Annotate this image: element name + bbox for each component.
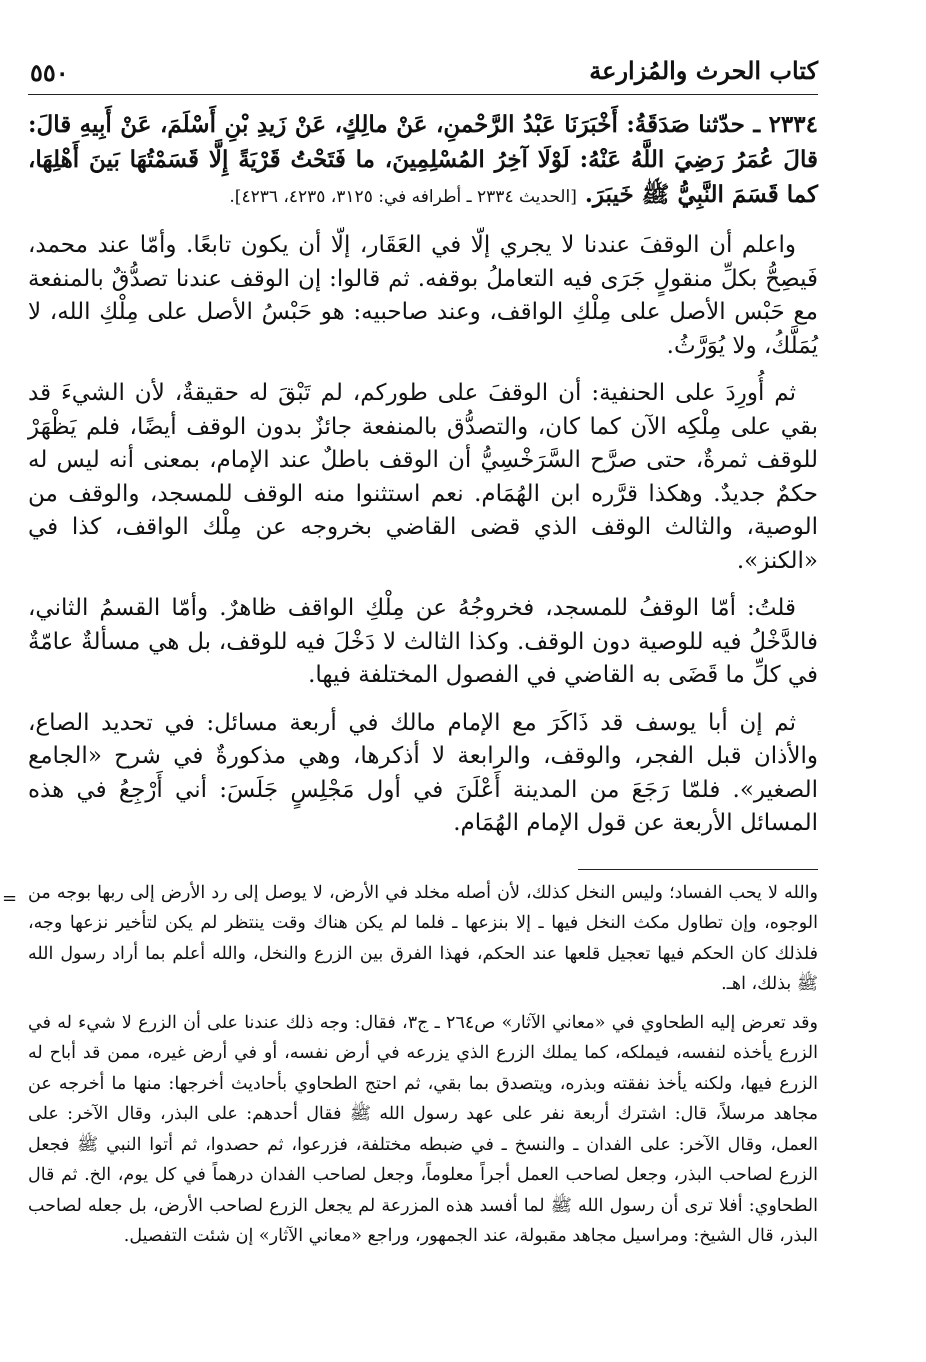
footnote-divider — [578, 869, 818, 870]
running-title: كتاب الحرث والمُزارعة — [589, 56, 818, 85]
commentary-paragraph: ثم إن أبا يوسف قد ذَاكَرَ مع الإمام مالك في أربعة مسائل: في تحديد الصاع، والأذان قبل الفجر، والوقف، والرابعة لا أذكرها، وهي مذكورةٌ في شرح «الجامع الصغير». فلمّا رَجَعَ من المدينة أَعْلَنَ في أول مَجْلِسٍ جَلَسَ: أني أَرْجِعُ في هذه المسائل الأربعة عن قول الإمام الهُمَام. — [28, 709, 818, 836]
commentary-paragraph: واعلم أن الوقفَ عندنا لا يجري إلّا في العَقَار، إلّا أن يكون تابعًا. وأمّا عند محمد، فَيصِحُّ بكلِّ منقولٍ جَرَى فيه التعاملُ بوقفه. ثم قالوا: إن الوقف عندنا تصدُّقٌ بالمنفعة مع حَبْس الأصل على مِلْكِ الواقف، وعند صاحبيه: هو حَبْسُ الأصل على مِلْكِ الله، لا يُمَلَّكُ، ولا يُوَرَّثُ. — [28, 232, 818, 359]
footnotes — [2, 878, 818, 1252]
page-number: ٥٥٠ — [30, 58, 69, 87]
footnote-continuation-mark: = — [2, 887, 18, 909]
hadith-paragraph — [28, 107, 818, 215]
hadith-text: ٢٣٣٤ ـ حدّثنا صَدَقَةُ: أَخْبَرَنَا عَبْدُ الرَّحْمنِ، عَنْ مالِكٍ، عَنْ زَيدِ بْنِ أَسْلَمَ، عَنْ أَبِيهِ قالَ: قالَ عُمَرُ رَضِيَ اللَّهُ عَنْهُ: لَوْلَا آخِرُ المُسْلِمِينَ، ما فَتَحْتُ قَرْيَةً إِلَّا قَسَمْتُهَا بَينَ أَهْلِهَا، كما قَسَمَ النَّبِيُّ ﷺ خَيبَرَ. — [28, 111, 818, 208]
hadith-reference: [الحديث ٢٣٣٤ ـ أطرافه في: ٣١٢٥، ٤٢٣٥، ٤٢٣٦]. — [229, 187, 577, 207]
page-header — [28, 50, 818, 95]
book-page — [2, 50, 818, 1350]
footnote-paragraph: والله لا يحب الفساد؛ وليس النخل كذلك، لأن أصله مخلد في الأرض، لا يوصل إلى رد الأرض إلى ربها بوجه من الوجوه، وإن تطاول مكث النخل فيها ـ إلا بنزعها ـ فلما لم يكن هناك وقت ينتظر لم يكن لتأخير نزعها وجه، فلذلك كان الحكم فيها تعجيل قلعها عند الحكم، فهذا الفرق بين الزرع والنخل، والله أعلم بما أراد رسول الله ﷺ بذلك، اهـ. — [28, 882, 818, 994]
commentary-paragraph: ثم أُورِدَ على الحنفية: أن الوقفَ على طوركم، لم تَبْقَ له حقيقةٌ، لأن الشيءَ قد بقي على مِلْكِه الآن كما كان، والتصدُّق بالمنفعة جائزٌ بدون الوقف أيضًا، فلم يَظْهَرْ للوقف ثمرةٌ، حتى صرَّح السَّرَخْسِيُّ أن الوقف باطلٌ عند الإمام، بمعنى أنه ليس له حكمٌ جديدٌ. وهكذا قرَّره ابن الهُمَام. نعم استثنوا منه الوقف للمسجد، والوقف من الوصية، والثالث الوقف الذي قضى القاضي بخروجه عن مِلْك الواقف، كذا في «الكنز». — [28, 380, 818, 574]
footnote-paragraph: وقد تعرض إليه الطحاوي في «معاني الآثار» ص٢٦٤ ـ ج٣، فقال: وجه ذلك عندنا على أن الزرع لا شيء له في الزرع يأخذه لنفسه، فيملكه، كما يملك الزرع الذي يزرعه في أرض نفسه، أو في أرض غيره، ممن قد أباح له الزرع فيها، ولكنه يأخذ نفقته وبذره، ويتصدق بما بقي، ثم احتج الطحاوي بأحاديث أخرجها: منها ما أخرجه عن مجاهد مرسلاً، قال: اشترك أربعة نفر على عهد رسول الله ﷺ فقال أحدهم: على البذر، وقال الآخر: على العمل، وقال الآخر: على الفدان ـ والنسخ ـ في ضبطه مختلفة، فزرعوا، ثم حصدوا، ثم أتوا النبي ﷺ فجعل الزرع لصاحب البذر، وجعل لصاحب العمل أجراً معلوماً، وجعل لصاحب الفدان درهماً في كل يوم، الخ. ثم قال الطحاوي: أفلا ترى أن رسول الله ﷺ لما أفسد هذه المزرعة لم يجعل الزرع لصاحب الأرض، بل جعله لصاحب البذر، قال الشيخ: ومراسيل مجاهد مقبولة، عند الجمهور، وراجع «معاني الآثار» إن شئت التفصيل. — [28, 1012, 818, 1246]
main-text — [28, 107, 818, 841]
commentary-paragraph: قلتُ: أمّا الوقفُ للمسجد، فخروجُهُ عن مِلْكِ الواقف ظاهرٌ. وأمّا القسمُ الثاني، فالدَّخْلُ فيه للوصية دون الوقف. وكذا الثالث لا دَخْلَ فيه للوقف، بل هي مسألةٌ عامّةٌ في كلِّ ما قَضَى به القاضي في الفصول المختلفة فيها. — [28, 595, 818, 688]
